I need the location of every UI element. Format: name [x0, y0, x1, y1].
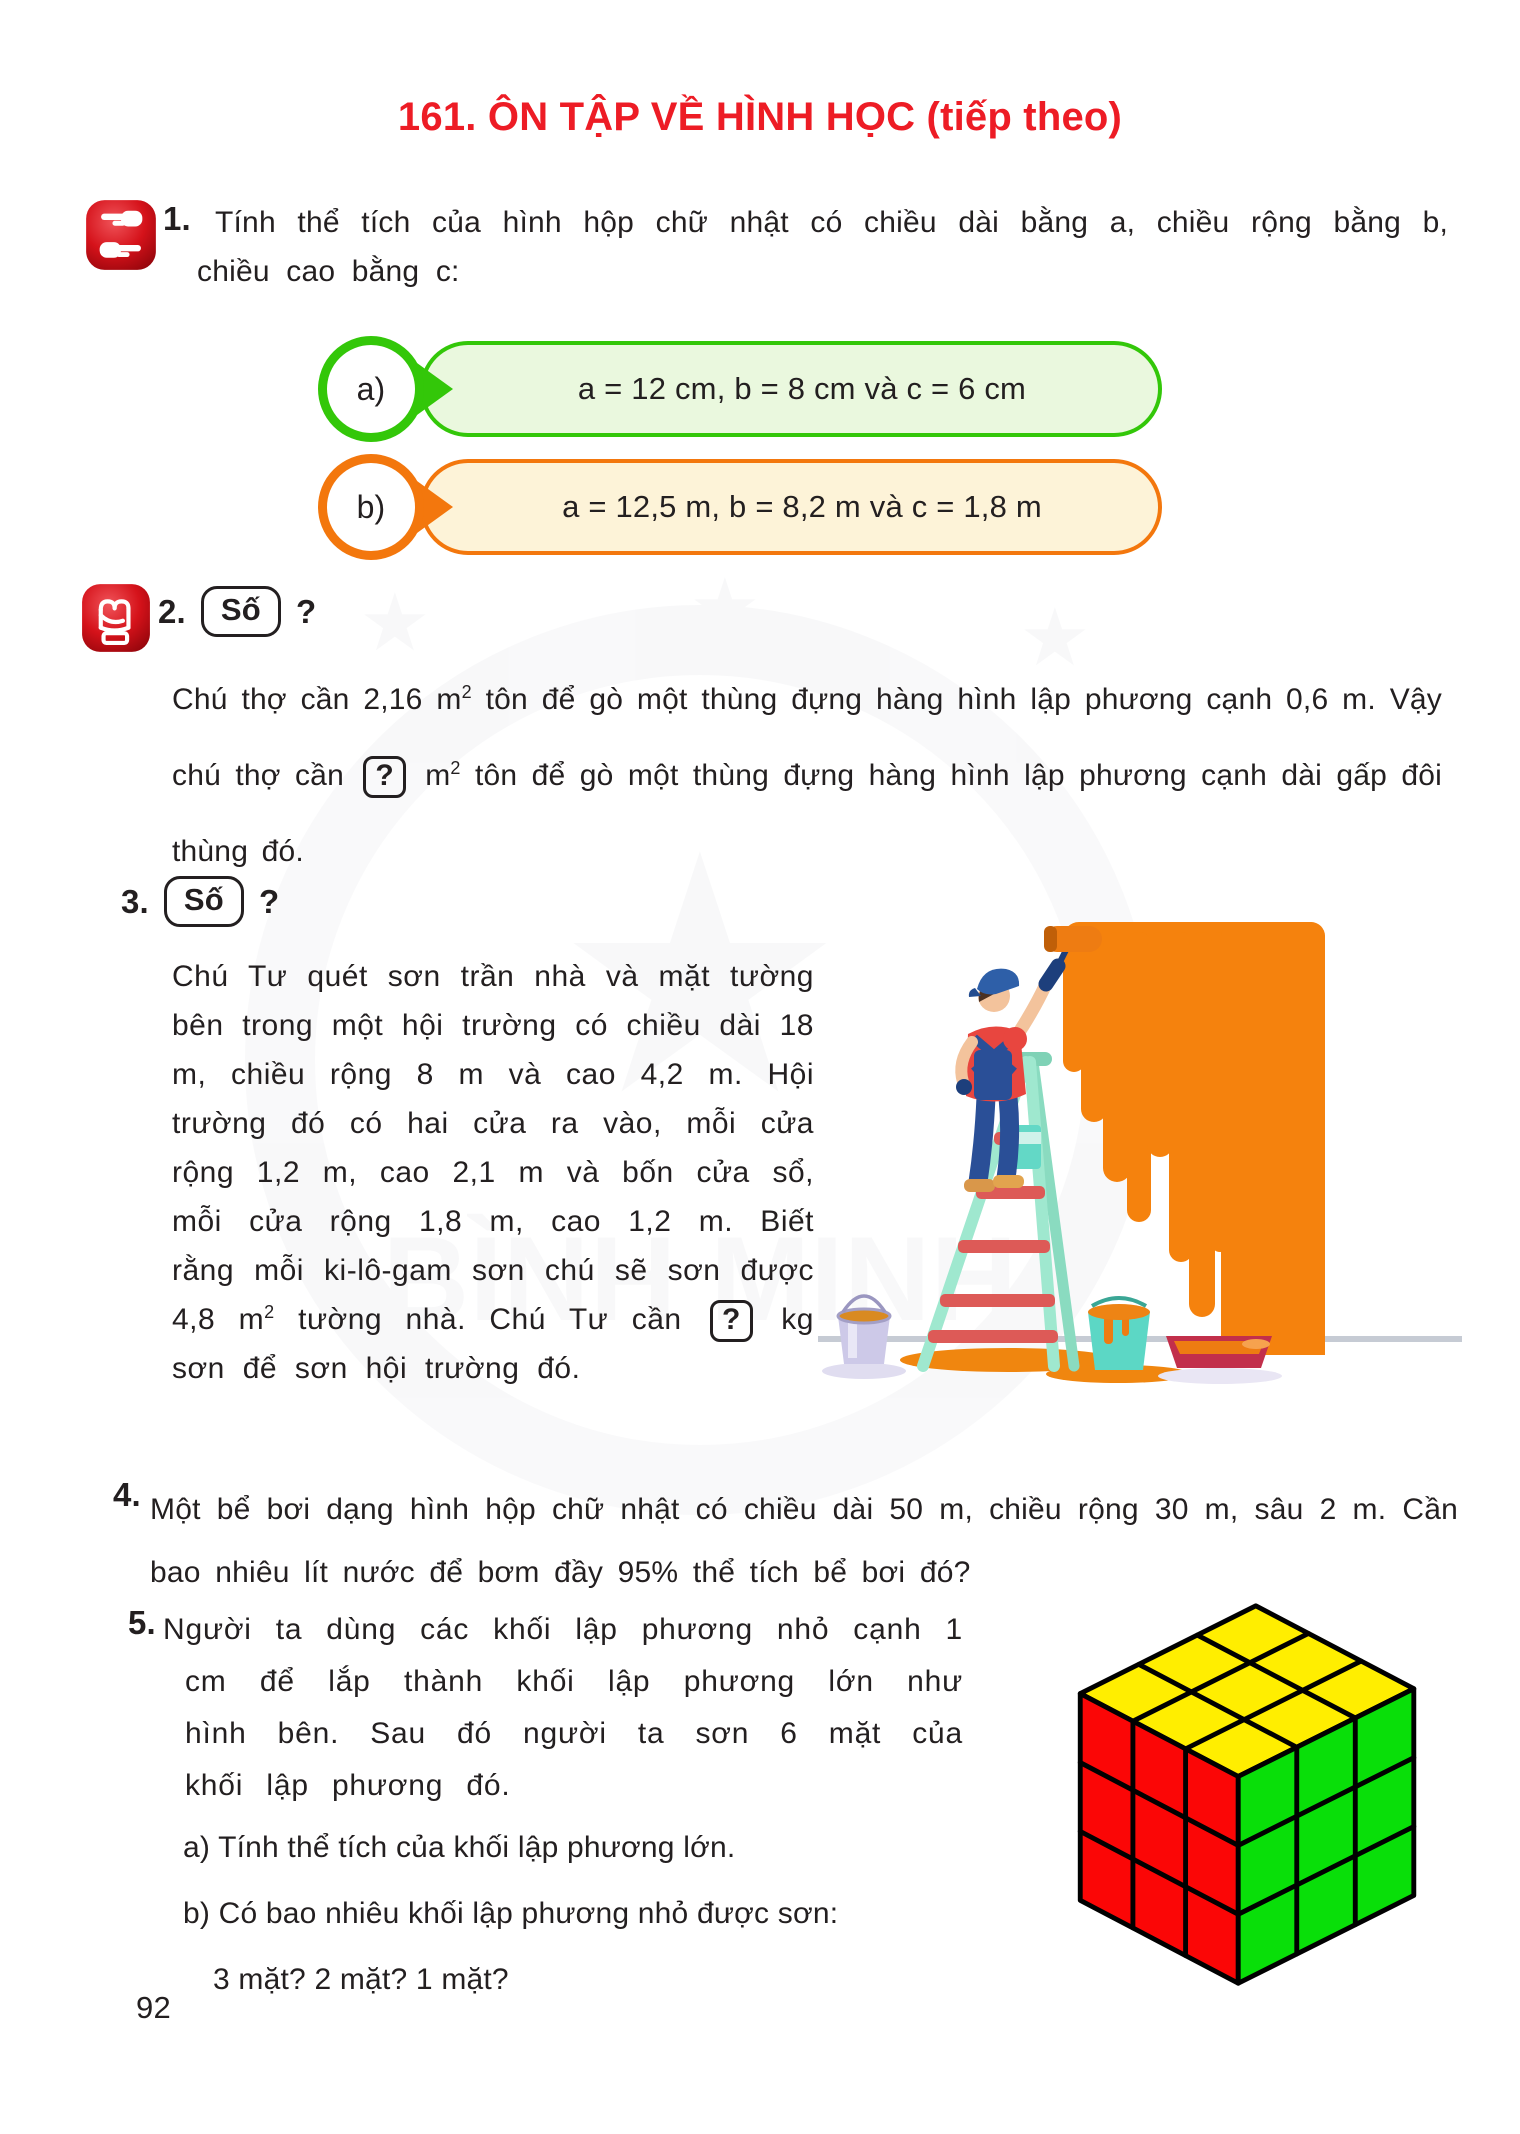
question-mark: ? — [258, 882, 280, 920]
so-badge: Số — [164, 876, 244, 927]
so-badge: Số — [201, 586, 281, 637]
problem-2-text: Chú thợ cần 2,16 $m^2$ tôn để gò một thùng đựng hàng hình lập phương cạnh 0,6 m. Vậy chú thợ cần ? $m^2$ tôn để gò một thùng đựng hàng hình lập phương cạnh dài gấp đôi thùng đó. — [172, 682, 1443, 868]
paint-bucket-teal — [1088, 1298, 1150, 1370]
hands-icon — [84, 198, 158, 272]
answer-placeholder-box[interactable]: ? — [363, 756, 406, 798]
fist-icon — [80, 582, 152, 654]
superscript: 2 — [461, 682, 472, 702]
painted-wall — [1063, 922, 1325, 1355]
paint-bucket-left — [838, 1296, 890, 1364]
painter-illustration — [818, 892, 1462, 1454]
page-number: 92 — [136, 1990, 171, 2025]
option-b-value: a = 12,5 m, b = 8,2 m và c = 1,8 m — [420, 459, 1162, 555]
question-mark: ? — [295, 592, 317, 630]
option-a-value: a = 12 cm, b = 8 cm và c = 6 cm — [420, 341, 1162, 437]
problem-4-number: 4. — [113, 1476, 141, 1513]
option-a-label: a) — [318, 336, 424, 442]
subitem-a: a) Tính thể tích của khối lập phương lớn. — [183, 1831, 736, 1864]
option-pill-a — [318, 336, 1162, 442]
watermark-star — [689, 563, 761, 652]
problem-5-subitems — [183, 1815, 838, 2013]
problem-3-text: Chú Tư quét sơn trần nhà và mặt tường bên trong một hội trường có chiều dài 18 m, chiều rộng 8 m và cao 4,2 m. Hội trường đó có hai cửa ra vào, mỗi cửa rộng 1,2 m, cao 2,1 m và bốn cửa sổ, mỗi cửa rộng 1,8 m, cao 1,2 m. Biết rằng mỗi ki-lô-gam sơn chú sẽ sơn được 4,8 $m^2$ tường nhà. Chú Tư cần ? kg sơn để sơn hội trường đó. — [172, 960, 814, 1385]
shadow — [822, 1363, 906, 1379]
problem-4-text: Một bể bơi dạng hình hộp chữ nhật có chiều dài 50 m, chiều rộng 30 m, sâu 2 m. Cần bao nhiêu lít nước để bơm đầy 95% thể tích bể bơi đó? — [150, 1493, 1458, 1589]
problem-5-text: Người ta dùng các khối lập phương nhỏ cạnh 1 cm để lắp thành khối lập phương lớn như hình bên. Sau đó người ta sơn 6 mặt của khối lập phương đó. — [163, 1613, 963, 1802]
problem-3-header — [121, 876, 279, 927]
option-pill-b — [318, 454, 1162, 560]
subitem-b-continued: 3 mặt? 2 mặt? 1 mặt? — [213, 1963, 509, 1996]
cube-figure — [1048, 1598, 1448, 1993]
shadow — [1158, 1368, 1282, 1384]
superscript: 2 — [264, 1302, 275, 1322]
answer-placeholder-box[interactable]: ? — [710, 1300, 753, 1342]
watermark-star — [359, 578, 431, 667]
problem-3-number: 3. — [121, 882, 149, 920]
problem-1-number: 1. — [163, 200, 191, 237]
lesson-title: 161. ÔN TẬP VỀ HÌNH HỌC (tiếp theo) — [397, 95, 1123, 139]
option-b-label: b) — [318, 454, 424, 560]
problem-5-number: 5. — [128, 1604, 156, 1641]
superscript: 2 — [450, 758, 461, 778]
paint-tray — [1166, 1336, 1272, 1368]
subitem-b: b) Có bao nhiêu khối lập phương nhỏ được sơn: — [183, 1897, 839, 1930]
problem-2-header — [158, 586, 316, 637]
problem-1-text: Tính thể tích của hình hộp chữ nhật có chiều dài bằng a, chiều rộng bằng b, chiều cao bằng c: — [197, 206, 1448, 288]
problem-2-number: 2. — [158, 592, 186, 630]
